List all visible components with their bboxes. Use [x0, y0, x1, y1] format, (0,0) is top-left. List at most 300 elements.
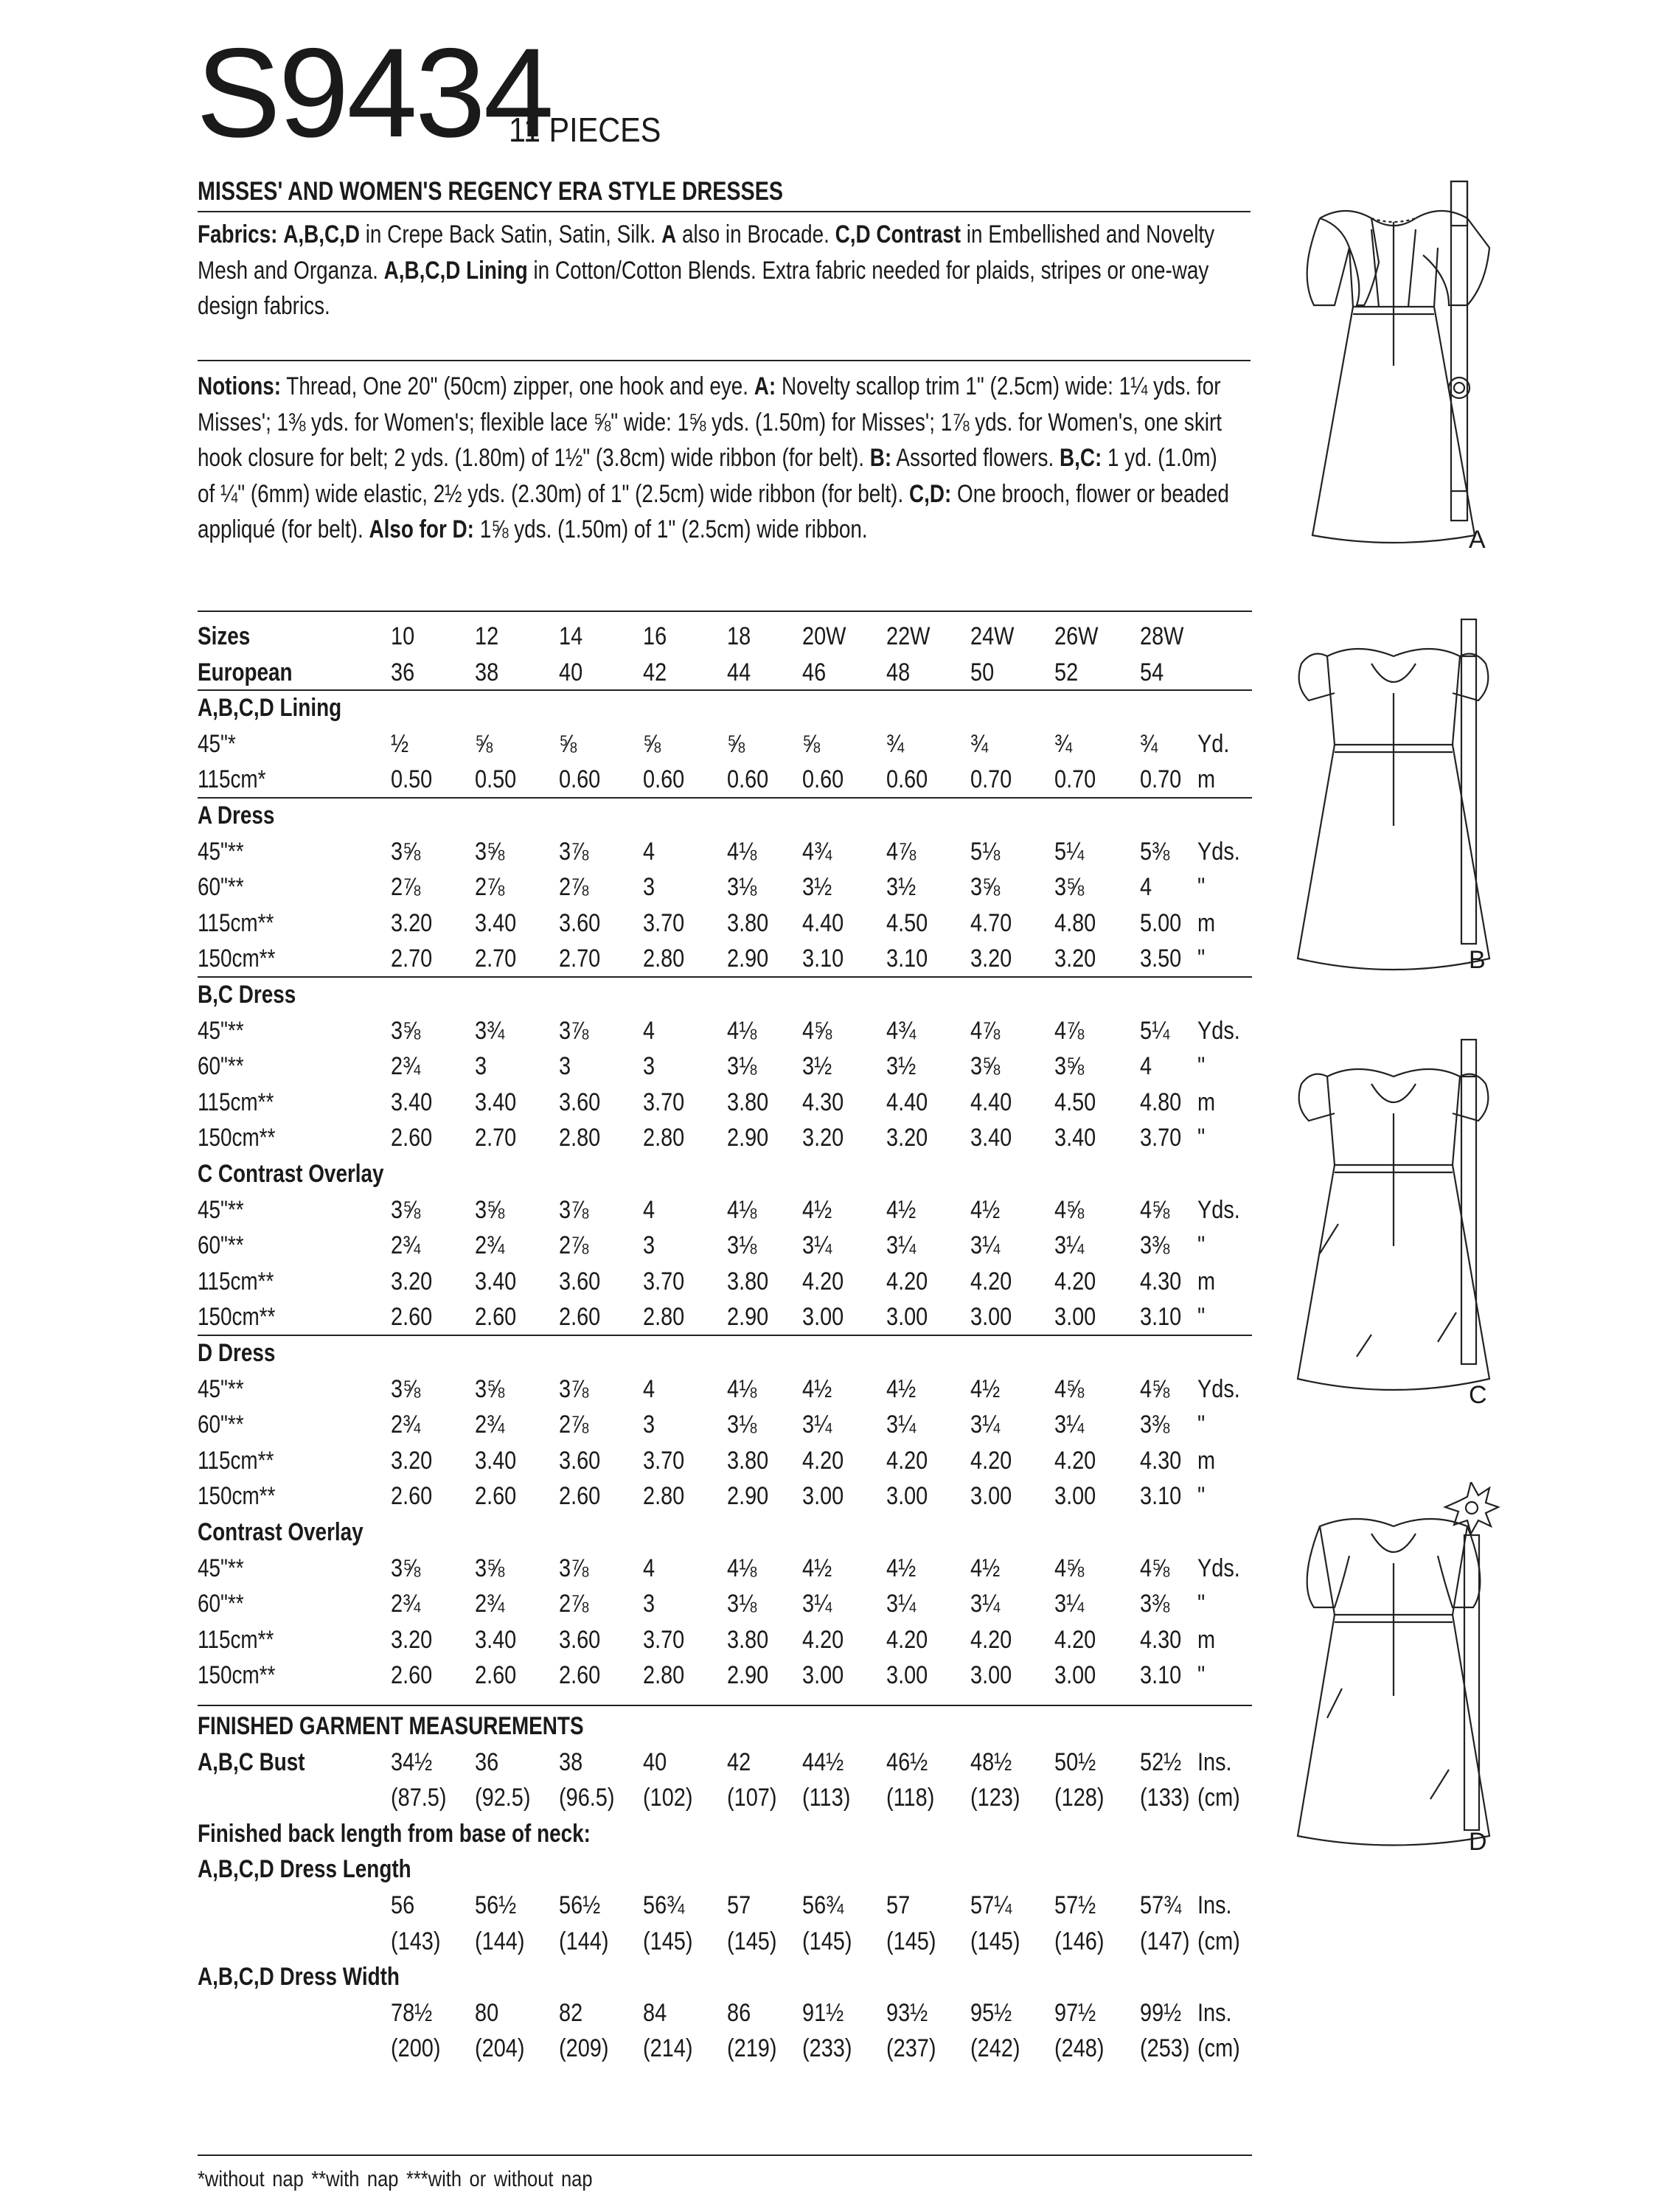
- finished-heading: [198, 1708, 1252, 1745]
- fabrics-views: A: [661, 220, 677, 248]
- row-label: 150cm**: [198, 945, 276, 973]
- fabrics-text: also in Brocade.: [676, 220, 835, 248]
- table-row: [198, 1012, 1252, 1049]
- table-cell: 44: [727, 658, 751, 686]
- table-cell: 3.00: [886, 1482, 928, 1511]
- row-label: D Dress: [198, 1339, 276, 1367]
- dress-view-d-icon: [1268, 1482, 1512, 1858]
- table-cell: ⅝: [475, 729, 493, 758]
- table-cell: 4.20: [970, 1267, 1012, 1295]
- table-cell: 2¾: [475, 1231, 505, 1260]
- table-cell: 3.60: [559, 1088, 601, 1116]
- table-cell: 2⅞: [559, 1411, 589, 1439]
- fabrics-views: C,D Contrast: [835, 220, 961, 248]
- table-cell: 78½: [391, 1998, 433, 2027]
- table-cell: 4.20: [886, 1625, 928, 1654]
- table-cell: 50: [970, 658, 995, 686]
- table-cell: 2⅞: [475, 873, 505, 902]
- section-heading: [198, 689, 1252, 726]
- row-label: 115cm**: [198, 1088, 274, 1116]
- table-rule: [198, 611, 1252, 612]
- table-row: [198, 1227, 1252, 1264]
- table-cell: 3.70: [643, 1625, 685, 1654]
- table-cell: (214): [643, 2034, 693, 2063]
- table-cell: 3.00: [970, 1303, 1012, 1332]
- table-cell: 2¾: [391, 1590, 421, 1618]
- table-cell: 82: [559, 1998, 583, 2027]
- row-label: 45"**: [198, 1016, 244, 1045]
- table-cell: 56½: [475, 1891, 517, 1919]
- pieces-count: 11 PIECES: [509, 111, 661, 149]
- unit-label: Yds.: [1197, 837, 1240, 866]
- table-cell: 3⅝: [391, 1554, 421, 1582]
- table-cell: 3.20: [391, 1446, 433, 1475]
- table-cell: 3⅛: [727, 1411, 757, 1439]
- table-row: [198, 1084, 1252, 1121]
- table-cell: 4⅝: [1054, 1554, 1085, 1582]
- fabrics-text: in Cotton/Cotton Blends. Extra fabric needed for plaids, stripes or one-way design fabrics.: [198, 256, 1209, 320]
- unit-label: ": [1197, 1231, 1206, 1260]
- table-cell: 97½: [1054, 1998, 1096, 2027]
- table-cell: 4½: [802, 1374, 832, 1403]
- table-cell: 4½: [886, 1195, 917, 1224]
- unit-label: (cm): [1197, 1927, 1240, 1955]
- notions-paragraph: [198, 369, 1237, 548]
- table-cell: 3.00: [802, 1661, 844, 1690]
- fabrics-rule: [198, 360, 1251, 361]
- unit-label: ": [1197, 1052, 1206, 1081]
- unit-label: Ins.: [1197, 1747, 1232, 1776]
- table-cell: 36: [475, 1747, 499, 1776]
- unit-label: Ins.: [1197, 1998, 1232, 2027]
- table-cell: 3.20: [391, 1267, 433, 1295]
- dress-view-c-icon: [1268, 1032, 1512, 1401]
- table-cell: 20W: [802, 622, 846, 650]
- table-cell: 46: [802, 658, 827, 686]
- table-cell: 4.20: [1054, 1267, 1096, 1295]
- table-cell: 3⅝: [475, 1374, 505, 1403]
- nap-footnote: *without nap **with nap ***with or without nap: [198, 2167, 593, 2191]
- unit-label: Yds.: [1197, 1374, 1240, 1403]
- table-cell: 5¼: [1054, 837, 1085, 866]
- table-cell: 2.60: [391, 1482, 433, 1511]
- table-row: [198, 1550, 1252, 1587]
- row-label: 60"**: [198, 873, 244, 902]
- unit-label: m: [1197, 908, 1216, 937]
- unit-label: ": [1197, 1303, 1206, 1332]
- table-cell: 3⅜: [1140, 1411, 1170, 1439]
- table-row: [198, 1621, 1252, 1658]
- table-cell: 4.20: [802, 1446, 844, 1475]
- table-cell: (237): [886, 2034, 936, 2063]
- table-cell: 2⅞: [559, 1590, 589, 1618]
- table-cell: 3.40: [475, 908, 517, 937]
- table-cell: (242): [970, 2034, 1020, 2063]
- view-label-b: B: [1469, 946, 1486, 974]
- notions-views: C,D:: [908, 479, 952, 508]
- table-cell: 99½: [1140, 1998, 1182, 2027]
- table-cell: 4.20: [1054, 1625, 1096, 1654]
- table-cell: 3⅞: [559, 837, 589, 866]
- table-cell: ½: [391, 729, 409, 758]
- table-cell: 2¾: [475, 1411, 505, 1439]
- table-cell: 40: [643, 1747, 667, 1776]
- footer-rule: [198, 2154, 1252, 2156]
- table-cell: 38: [559, 1747, 583, 1776]
- view-label-a: A: [1469, 526, 1486, 554]
- bust-cm-row: [198, 1779, 1252, 1816]
- table-cell: 80: [475, 1998, 499, 2027]
- title-rule: [198, 211, 1251, 212]
- table-cell: 3.40: [970, 1124, 1012, 1152]
- notions-text: 1 yd. (1.0m) of ¼" (6mm) wide elastic, 2½ yds. (2.30m) of 1" (2.5cm) wide ribbon (for belt).: [198, 444, 1217, 508]
- table-cell: 3⅜: [1140, 1231, 1170, 1260]
- table-cell: 3: [643, 1411, 655, 1439]
- table-cell: 2¾: [391, 1411, 421, 1439]
- table-cell: (144): [559, 1927, 609, 1955]
- table-cell: 4⅝: [1140, 1554, 1170, 1582]
- table-cell: 2.70: [475, 945, 517, 973]
- table-row: [198, 1585, 1252, 1622]
- table-cell: 3¼: [802, 1411, 832, 1439]
- table-cell: 2.60: [475, 1303, 517, 1332]
- table-cell: (118): [886, 1784, 935, 1812]
- table-cell: 2¾: [391, 1052, 421, 1081]
- table-cell: 4.20: [886, 1446, 928, 1475]
- table-cell: ⅝: [559, 729, 577, 758]
- table-cell: 4.20: [970, 1446, 1012, 1475]
- table-cell: 56½: [559, 1891, 601, 1919]
- view-label-c: C: [1469, 1381, 1487, 1409]
- table-cell: 48: [886, 658, 911, 686]
- table-cell: 4: [643, 1016, 655, 1045]
- table-cell: (209): [559, 2034, 609, 2063]
- table-cell: 4⅞: [886, 837, 917, 866]
- table-cell: 42: [643, 658, 667, 686]
- table-cell: 4: [643, 837, 655, 866]
- table-cell: 57¼: [970, 1891, 1012, 1919]
- table-row: [198, 1478, 1252, 1514]
- table-cell: 4.80: [1140, 1088, 1182, 1116]
- unit-label: m: [1197, 1267, 1216, 1295]
- table-cell: 4.20: [802, 1267, 844, 1295]
- table-cell: 2.80: [643, 1303, 685, 1332]
- table-cell: ⅝: [643, 729, 661, 758]
- table-cell: 3.00: [1054, 1661, 1096, 1690]
- table-cell: 4.40: [886, 1088, 928, 1116]
- table-cell: 2.60: [559, 1303, 601, 1332]
- table-cell: 4: [643, 1195, 655, 1224]
- table-cell: 26W: [1054, 622, 1099, 650]
- row-label: 150cm**: [198, 1124, 276, 1152]
- row-label: A Dress: [198, 801, 275, 830]
- table-cell: 2⅞: [559, 873, 589, 902]
- section-heading: [198, 976, 1252, 1013]
- table-cell: 0.60: [559, 765, 601, 794]
- row-label: B,C Dress: [198, 981, 296, 1009]
- table-cell: 2.90: [727, 1661, 769, 1690]
- table-cell: 4.20: [970, 1625, 1012, 1654]
- table-cell: 2.90: [727, 945, 769, 973]
- dress-view-a-icon: [1268, 174, 1512, 557]
- fabrics-paragraph: [198, 217, 1237, 324]
- table-cell: 3.60: [559, 1267, 601, 1295]
- table-cell: (147): [1140, 1927, 1190, 1955]
- table-cell: 3.40: [475, 1267, 517, 1295]
- pattern-title: MISSES' AND WOMEN'S REGENCY ERA STYLE DRESSES: [198, 177, 783, 206]
- table-cell: 2.90: [727, 1482, 769, 1511]
- row-label: FINISHED GARMENT MEASUREMENTS: [198, 1712, 584, 1740]
- table-row: [198, 905, 1252, 942]
- fabrics-text: in Embellished and Novelty Mesh and Organza.: [198, 220, 1215, 285]
- notions-views: Also for D:: [369, 515, 474, 543]
- table-cell: 3.70: [643, 908, 685, 937]
- table-cell: 4: [643, 1554, 655, 1582]
- table-cell: 38: [475, 658, 499, 686]
- table-cell: ⅝: [727, 729, 745, 758]
- table-cell: (87.5): [391, 1784, 447, 1812]
- table-cell: 2¾: [391, 1231, 421, 1260]
- table-row: [198, 1371, 1252, 1408]
- table-cell: 4.20: [802, 1625, 844, 1654]
- table-cell: 3.10: [1140, 1482, 1182, 1511]
- table-cell: 4.40: [970, 1088, 1012, 1116]
- table-cell: 3⅜: [1140, 1590, 1170, 1618]
- table-cell: 4½: [886, 1374, 917, 1403]
- row-label: 115cm*: [198, 765, 266, 794]
- table-cell: 3.20: [886, 1124, 928, 1152]
- table-cell: 3.80: [727, 1267, 769, 1295]
- table-cell: ⅝: [802, 729, 821, 758]
- unit-label: ": [1197, 1482, 1206, 1511]
- table-cell: 93½: [886, 1998, 928, 2027]
- table-cell: 3.80: [727, 1625, 769, 1654]
- table-cell: 3.20: [391, 908, 433, 937]
- row-label: 45"**: [198, 1195, 244, 1224]
- table-cell: 3¼: [970, 1411, 1001, 1439]
- table-cell: 3⅝: [475, 837, 505, 866]
- table-cell: (219): [727, 2034, 777, 2063]
- table-cell: (145): [643, 1927, 693, 1955]
- table-cell: (204): [475, 2034, 525, 2063]
- table-cell: 2.80: [643, 1124, 685, 1152]
- table-cell: 3.00: [970, 1661, 1012, 1690]
- section-heading: [198, 1514, 1252, 1551]
- table-cell: 3⅝: [391, 837, 421, 866]
- row-label: 45"**: [198, 1374, 244, 1403]
- table-cell: 3¾: [475, 1016, 505, 1045]
- table-cell: (253): [1140, 2034, 1190, 2063]
- table-cell: 0.50: [475, 765, 517, 794]
- width-cm-row: [198, 2030, 1252, 2067]
- table-cell: (200): [391, 2034, 441, 2063]
- table-cell: ¾: [886, 729, 905, 758]
- row-label: Sizes: [198, 622, 251, 650]
- table-cell: 2.70: [475, 1124, 517, 1152]
- table-cell: 3.20: [1054, 945, 1096, 973]
- table-cell: 3¼: [1054, 1231, 1085, 1260]
- row-label: A,B,C,D Dress Length: [198, 1855, 411, 1884]
- table-cell: 4½: [802, 1195, 832, 1224]
- table-cell: 24W: [970, 622, 1015, 650]
- table-cell: 18: [727, 622, 751, 650]
- section-heading: [198, 797, 1252, 834]
- table-cell: (145): [886, 1927, 936, 1955]
- table-cell: 44½: [802, 1747, 844, 1776]
- table-cell: 3⅝: [970, 1052, 1001, 1081]
- table-cell: (248): [1054, 2034, 1105, 2063]
- table-cell: 4.30: [1140, 1625, 1182, 1654]
- table-cell: 3.10: [886, 945, 928, 973]
- length-row: [198, 1887, 1252, 1924]
- table-cell: 4⅝: [1140, 1374, 1170, 1403]
- notions-text: One brooch, flower or beaded appliqué (for belt).: [198, 479, 1229, 543]
- table-cell: 36: [391, 658, 415, 686]
- table-cell: (145): [970, 1927, 1020, 1955]
- table-cell: 3½: [886, 873, 917, 902]
- table-cell: 3⅝: [1054, 1052, 1085, 1081]
- table-cell: 3¼: [1054, 1411, 1085, 1439]
- table-cell: 2.60: [559, 1482, 601, 1511]
- table-cell: 2⅞: [559, 1231, 589, 1260]
- length-cm-row: [198, 1923, 1252, 1960]
- table-cell: 3⅝: [391, 1016, 421, 1045]
- table-cell: 14: [559, 622, 583, 650]
- back-length-heading: [198, 1815, 1252, 1852]
- table-cell: 3⅝: [970, 873, 1001, 902]
- table-cell: 4.30: [802, 1088, 844, 1116]
- unit-label: ": [1197, 1661, 1206, 1690]
- table-cell: 3.00: [886, 1661, 928, 1690]
- table-cell: 3.80: [727, 1088, 769, 1116]
- table-cell: 3.20: [970, 945, 1012, 973]
- unit-label: Yds.: [1197, 1195, 1240, 1224]
- table-cell: 3.10: [802, 945, 844, 973]
- table-cell: 40: [559, 658, 583, 686]
- fabrics-views: A,B,C,D: [283, 220, 360, 248]
- table-cell: 3½: [802, 873, 832, 902]
- table-cell: 3¼: [886, 1590, 917, 1618]
- table-cell: 5¼: [1140, 1016, 1170, 1045]
- table-cell: 12: [475, 622, 499, 650]
- row-label: 60"**: [198, 1411, 244, 1439]
- table-cell: 0.60: [727, 765, 769, 794]
- row-label: 115cm**: [198, 1625, 274, 1654]
- unit-label: ": [1197, 1590, 1206, 1618]
- notions-label: Notions:: [198, 372, 282, 400]
- table-cell: 91½: [802, 1998, 844, 2027]
- row-label: 115cm**: [198, 908, 274, 937]
- table-row: [198, 1657, 1252, 1694]
- table-cell: 4.70: [970, 908, 1012, 937]
- row-label: 60"**: [198, 1590, 244, 1618]
- table-cell: 3.10: [1140, 1661, 1182, 1690]
- table-cell: 2.70: [391, 945, 433, 973]
- table-cell: 3½: [886, 1052, 917, 1081]
- table-cell: 3.60: [559, 1446, 601, 1475]
- table-cell: 3¼: [886, 1231, 917, 1260]
- table-cell: 2.90: [727, 1303, 769, 1332]
- table-cell: 28W: [1140, 622, 1184, 650]
- table-cell: 3⅛: [727, 1231, 757, 1260]
- table-cell: 3¼: [1054, 1590, 1085, 1618]
- row-label: 115cm**: [198, 1267, 274, 1295]
- fabrics-views: A,B,C,D Lining: [383, 256, 528, 285]
- table-cell: ¾: [1054, 729, 1073, 758]
- table-cell: 4.20: [886, 1267, 928, 1295]
- table-cell: 4: [643, 1374, 655, 1403]
- table-cell: 4½: [802, 1554, 832, 1582]
- table-cell: 3.80: [727, 908, 769, 937]
- table-cell: 3.70: [643, 1446, 685, 1475]
- row-label: 150cm**: [198, 1661, 276, 1690]
- table-cell: 3.20: [802, 1124, 844, 1152]
- table-cell: 3.40: [475, 1088, 517, 1116]
- table-cell: 54: [1140, 658, 1164, 686]
- table-cell: 3.00: [802, 1482, 844, 1511]
- table-cell: 2.60: [391, 1124, 433, 1152]
- table-cell: 3¼: [886, 1411, 917, 1439]
- row-label: European: [198, 658, 293, 686]
- table-cell: (123): [970, 1784, 1020, 1812]
- table-cell: 2.80: [643, 1661, 685, 1690]
- table-cell: 3¼: [970, 1590, 1001, 1618]
- table-cell: 2.70: [559, 945, 601, 973]
- table-row: [198, 940, 1252, 977]
- table-cell: 16: [643, 622, 667, 650]
- table-cell: 4½: [970, 1195, 1001, 1224]
- table-cell: 4.20: [1054, 1446, 1096, 1475]
- table-cell: 57: [727, 1891, 751, 1919]
- row-label: A,B,C,D Dress Width: [198, 1963, 400, 1992]
- table-cell: 10: [391, 622, 415, 650]
- table-cell: 4¾: [802, 837, 832, 866]
- table-cell: 3.60: [559, 1625, 601, 1654]
- unit-label: Yds.: [1197, 1016, 1240, 1045]
- table-cell: 3⅝: [391, 1195, 421, 1224]
- unit-label: ": [1197, 1124, 1206, 1152]
- table-cell: 2.60: [475, 1482, 517, 1511]
- table-cell: 3⅞: [559, 1554, 589, 1582]
- row-label: C Contrast Overlay: [198, 1160, 384, 1188]
- fabrics-label: Fabrics:: [198, 220, 278, 248]
- table-cell: 3⅛: [727, 1590, 757, 1618]
- row-label: A,B,C,D Lining: [198, 694, 342, 723]
- table-cell: (113): [802, 1784, 851, 1812]
- row-label: 60"**: [198, 1231, 244, 1260]
- table-cell: 42: [727, 1747, 751, 1776]
- unit-label: (cm): [1197, 2034, 1240, 2063]
- table-cell: 2.80: [559, 1124, 601, 1152]
- table-cell: 3¼: [802, 1231, 832, 1260]
- table-cell: 3.70: [643, 1088, 685, 1116]
- table-cell: 56¾: [643, 1891, 685, 1919]
- notions-views: B:: [869, 444, 892, 472]
- table-cell: 3.20: [391, 1625, 433, 1654]
- table-row: [198, 1442, 1252, 1479]
- table-cell: 4: [1140, 1052, 1152, 1081]
- table-cell: 3⅛: [727, 1052, 757, 1081]
- table-cell: 50½: [1054, 1747, 1096, 1776]
- view-label-d: D: [1469, 1828, 1487, 1856]
- table-cell: 95½: [970, 1998, 1012, 2027]
- section-heading: [198, 1335, 1252, 1371]
- table-cell: 48½: [970, 1747, 1012, 1776]
- table-cell: 3.00: [970, 1482, 1012, 1511]
- row-label: 45"**: [198, 1554, 244, 1582]
- table-cell: 0.70: [1140, 765, 1182, 794]
- table-cell: 3⅝: [475, 1554, 505, 1582]
